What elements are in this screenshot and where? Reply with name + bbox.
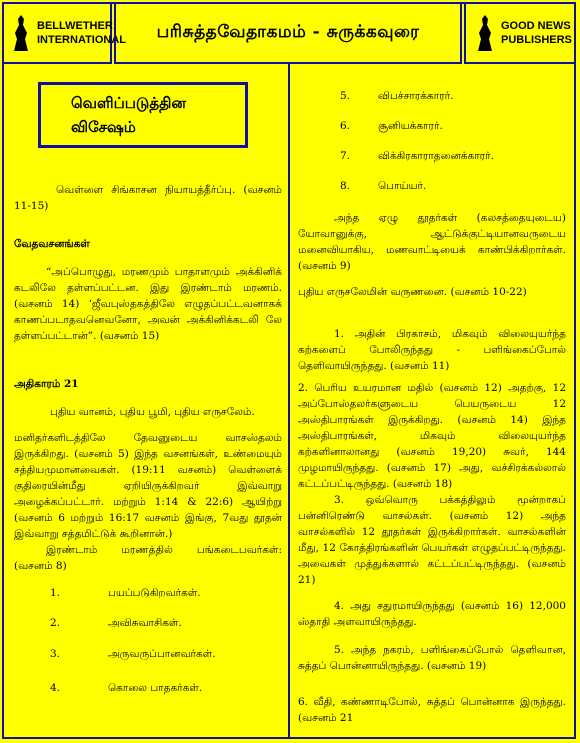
paragraph: மனிதர்களிடத்திலே தேவனுடைய வாசஸ்தலம் இருக்கிறது. (வசனம் 5) இந்த வசனங்கள், உண்மையும் சத்தியமுமானவைகள். (19:11 வசனம்) வெள்ளைக் குதிரையின்மீது ஏறியிருக்கிறவர் இவ்வாறு அழைக்கப்பட்டார். மற்றும் 1:14 & 22:6) ஆயிற்று (வசனம் 6 மற்றும் 16:17 வசனம் இங்கு, 7வது தூதன் இவ்வாறு சத்தமிட்டுக் கூறினான்.) (14, 432, 282, 540)
paragraph: இரண்டாம் மரணத்தில் பங்கடைபவர்கள்: (வசனம் 8) (14, 544, 282, 572)
paragraph: 2. பெரிய உயரமான மதில் (வசனம் 12) அதற்கு, 12 அப்போஸ்தலர்களுடைய பெயருடைய 12 அஸ்திபாரங்கள் இருக்கிறது. (வசனம் 14) இந்த அஸ்திபாரங்கள், மிகவும் விலையுயர்ந்த கற்களினாலானது (வசனம் 19,20) சுவர், 144 முழமாயிருந்தது. (வசனம் 17) அது, வச்சிரக்கல்லால் கட்டப்பட்டிருந்தது. (வசனம் 18) (298, 382, 566, 490)
list-item: விக்கிரகாராதனைக்காரர். (378, 150, 494, 162)
good-news-logo (464, 2, 576, 64)
list-item: பொய்யர். (378, 180, 427, 192)
section-title-box (38, 82, 248, 148)
paragraph: 6. வீதி, கண்ணாடிபோல், சுத்தப் பொன்னாக இருந்தது. (வசனம் 21 (298, 696, 566, 724)
list-number: 1. (50, 587, 61, 599)
logo-line2: INTERNATIONAL (37, 34, 127, 46)
section-title-line1: வெளிப்படுத்தின (71, 94, 186, 112)
list-item: அவிசுவாசிகள். (108, 617, 182, 629)
list-item: அருவருப்பானவர்கள். (108, 648, 216, 660)
list-number: 4. (50, 682, 61, 694)
list-number: 6. (340, 120, 351, 132)
heading: அதிகாரம் 21 (14, 378, 79, 390)
section-title-line2: விசேஷம் (71, 118, 136, 136)
paragraph: 3. ஒவ்வொரு பக்கத்திலும் மூன்றாகப் பன்னிரெண்டு வாசல்கள். (வசனம் 12) அந்த வாசல்களில் 12 தூதர்கள் இருக்கிறார்கள். வாசல்களின் மீது, 12 கோத்திரங்களின் பெயர்கள் எழுதப்பட்டிருந்தது. அவைகள் முத்துக்களால் கட்டப்பட்டிருந்தது. (வசனம் 21) (298, 494, 566, 586)
paragraph: அந்த ஏழு தூதர்கள் (கலசத்தையுடைய) யோவானுக்கு, ஆட்டுக்குட்டியானவருடைய மனைவியாகிய, மணவாட்டியைக் காண்பிக்கிறார்கள். (வசனம் 9) (298, 212, 566, 272)
logo-line1: GOOD NEWS (501, 20, 571, 32)
figure-icon (10, 13, 32, 53)
list-item: கொலை பாதகர்கள். (108, 682, 203, 694)
list-item: பயப்படுகிறவர்கள். (108, 587, 201, 599)
paragraph: 1. அதின் பிரகாசம், மிகவும் விலையுயர்ந்த கற்களைப் போலிருந்தது - பளிங்கைப்போல் தெளிவாயிருந்தது. (வசனம் 11) (298, 328, 566, 372)
paragraph: “அப்பொழுது, மரணமும் பாதாளமும் அக்கினிக் கடலிலே தள்ளப்பட்டன. இது இரண்டாம் மரணம். (வசனம் 14) ‘ஜீவபுஸ்தகத்திலே எழுதப்பட்டவனாகக் காணப்படாதவனெவனோ, அவன் அக்கினிக்கடலி லே தள்ளப்பட்டான்”. (வசனம் 15) (14, 266, 282, 342)
paragraph: புதிய வானம், புதிய பூமி, புதிய எருசலேம். (50, 406, 255, 418)
list-number: 2. (50, 617, 61, 629)
paragraph: 5. அந்த நகரம், பளிங்கைப்போல் தெளிவான, சுத்தப் பொன்னாயிருந்தது. (வசனம் 19) (298, 644, 566, 672)
heading: வேதவசனங்கள் (14, 238, 90, 250)
logo-line2: PUBLISHERS (501, 34, 572, 46)
paragraph: வெள்ளை சிங்காசன நியாயத்தீர்ப்பு. (வசனம் 11-15) (14, 184, 282, 212)
figure-icon (474, 13, 496, 53)
logo-line1: BELLWETHER (37, 20, 113, 32)
list-number: 8. (340, 180, 351, 192)
list-item: சூனியக்காரர். (378, 120, 443, 132)
paragraph: புதிய எருசலேமின் வருணனை. (வசனம் 10-22) (298, 286, 527, 298)
list-number: 5. (340, 90, 351, 102)
list-item: விபச்சாரக்காரர். (378, 90, 454, 102)
column-divider (288, 64, 290, 739)
paragraph: 4. அது சதுரமாயிருந்தது (வசனம் 16) 12,000 ஸ்தாதி அளவாயிருந்தது. (298, 600, 566, 628)
list-number: 7. (340, 150, 351, 162)
list-number: 3. (50, 648, 61, 660)
bellwether-logo (2, 2, 127, 64)
page-title: பரிசுத்தவேதாகமம் - சுருக்கவுரை (114, 2, 462, 64)
